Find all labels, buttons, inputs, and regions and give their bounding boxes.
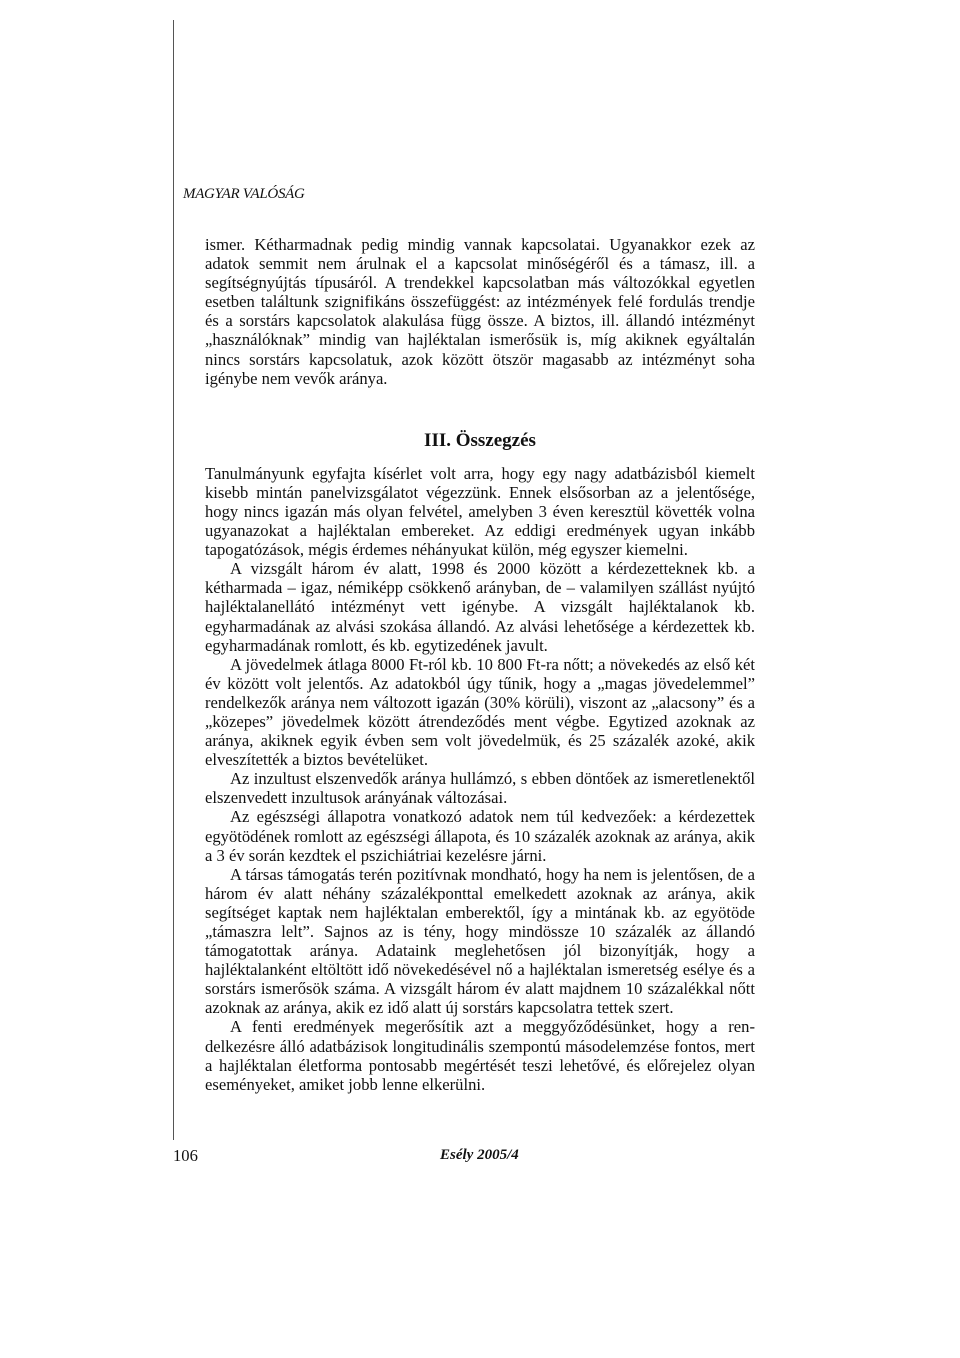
paragraph: A jövedelmek átlaga 8000 Ft-ról kb. 10 800 Ft-ra nőtt; a növekedés az első két év között volt jelentős. Az adatokból úgy tűnik, hogy a „magas jövedelemmel” rendelkezők aránya nem változott igazán (30% körüli), viszont az „alacsony” és a „közepes” jövedelmek között átrendeződés ment végbe. Egytized azoknak az aránya, akiknek egyik évben sem volt jövedelmük, és 25 százalék azoké, akik elveszítették a biztos bevételüket. bbox=[205, 654, 755, 770]
page-number: 106 bbox=[173, 1146, 198, 1165]
paragraph: A fenti eredmények megerősítik azt a meggyőződésünket, hogy a rendelkezésre álló adatbázisok longitudinális szempontú másodelemzése fontos, mert a hajléktalan életforma pontosabb megértését teszi lehetővé, és előrejelez olyan eseményeket, amiket jobb lenne elkerülni. bbox=[205, 1017, 755, 1094]
paragraph: Az egészségi állapotra vonatkozó adatok nem túl kedvezőek: a kérdezettek egyötödének romlott az egészségi állapota, és 10 százalék azoknak az aránya, akik a 3 év során kezdtek el pszichiátriai kezelésre járni. bbox=[205, 807, 755, 865]
section-heading: III. Összegzés bbox=[424, 429, 536, 451]
margin-rule bbox=[173, 20, 174, 1140]
running-title: MAGYAR VALÓSÁG bbox=[183, 186, 305, 202]
paragraph: A vizsgált három év alatt, 1998 és 2000 között a kérdezetteknek kb. a kétharmada – igaz, némiképp csökkenő arányban, de – valamilyen szállást nyújtó hajléktalanellátó intézményt vett igénybe. A vizsgált hajléktalanok kb. egyharmadának az alvási szokása állandó. Az alvási lehetősége a kérdezettek kb. egyharmadának romlott, és kb. egytizedének javult. bbox=[205, 559, 755, 655]
paragraph: Az inzultust elszenvedők aránya hullámzó, s ebben döntőek az ismeretlenektől elszenvedett inzultusok arányának változásai. bbox=[205, 769, 755, 808]
paragraph: ismer. Kétharmadnak pedig mindig vannak kapcsolatai. Ugyanakkor ezek az adatok semmit nem árulnak el a kapcsolat minőségéről és a támasz, ill. a segítségnyújtás típusáról. A trendekkel kapcsolatban más változókkal egyetlen esetben találtunk szignifikáns összefüggést: az intézmények felé fordulás trendje és a sorstárs kapcsolatok alakulása függ össze. A biztos, ill. állandó intézményt „használóknak” mindig van hajléktalan ismerősük is, míg akiknek egyáltalán nincs sorstárs kapcsolatuk, azok között ötször magasabb az intézményt soha igénybe nem vevők aránya. bbox=[205, 235, 755, 388]
journal-issue: Esély 2005/4 bbox=[440, 1147, 519, 1163]
paragraph: Tanulmányunk egyfajta kísérlet volt arra, hogy egy nagy adatbázisból kiemelt kisebb mintán panelvizsgálatot végezzünk. Ennek elsősorban az a jelentősége, hogy nincs igazán más olyan felvétel, amelyben 3 éven keresztül követték volna ugyanazokat a hajléktalan embereket. Az eddigi eredmények ugyan inkább tapogatózások, mégis érdemes néhányukat külön, még egyszer kiemelni. bbox=[205, 463, 755, 560]
paragraph: A társas támogatás terén pozitívnak mondható, hogy ha nem is jelentősen, de a három év alatt néhány százalékponttal emelkedett azoknak az aránya, akik segítséget kaptak nem hajléktalan emberektől, így a mintának kb. az egyötöde „támaszra lelt”. Sajnos az is tény, hogy mindössze 10 százalék az állandó támogatottak aránya. Adataink meglehetősen jól bizonyítják, hogy a hajléktalanként eltöltött idő növekedésével nő a hajléktalan ismeretség esélye és a sorstárs ismerősök száma. A vizsgált három év alatt majdnem 10 százalékkal nőtt azoknak az aránya, akik ez idő alatt új sorstárs kapcsolatra tettek szert. bbox=[205, 864, 755, 1018]
article-body bbox=[205, 235, 755, 1094]
